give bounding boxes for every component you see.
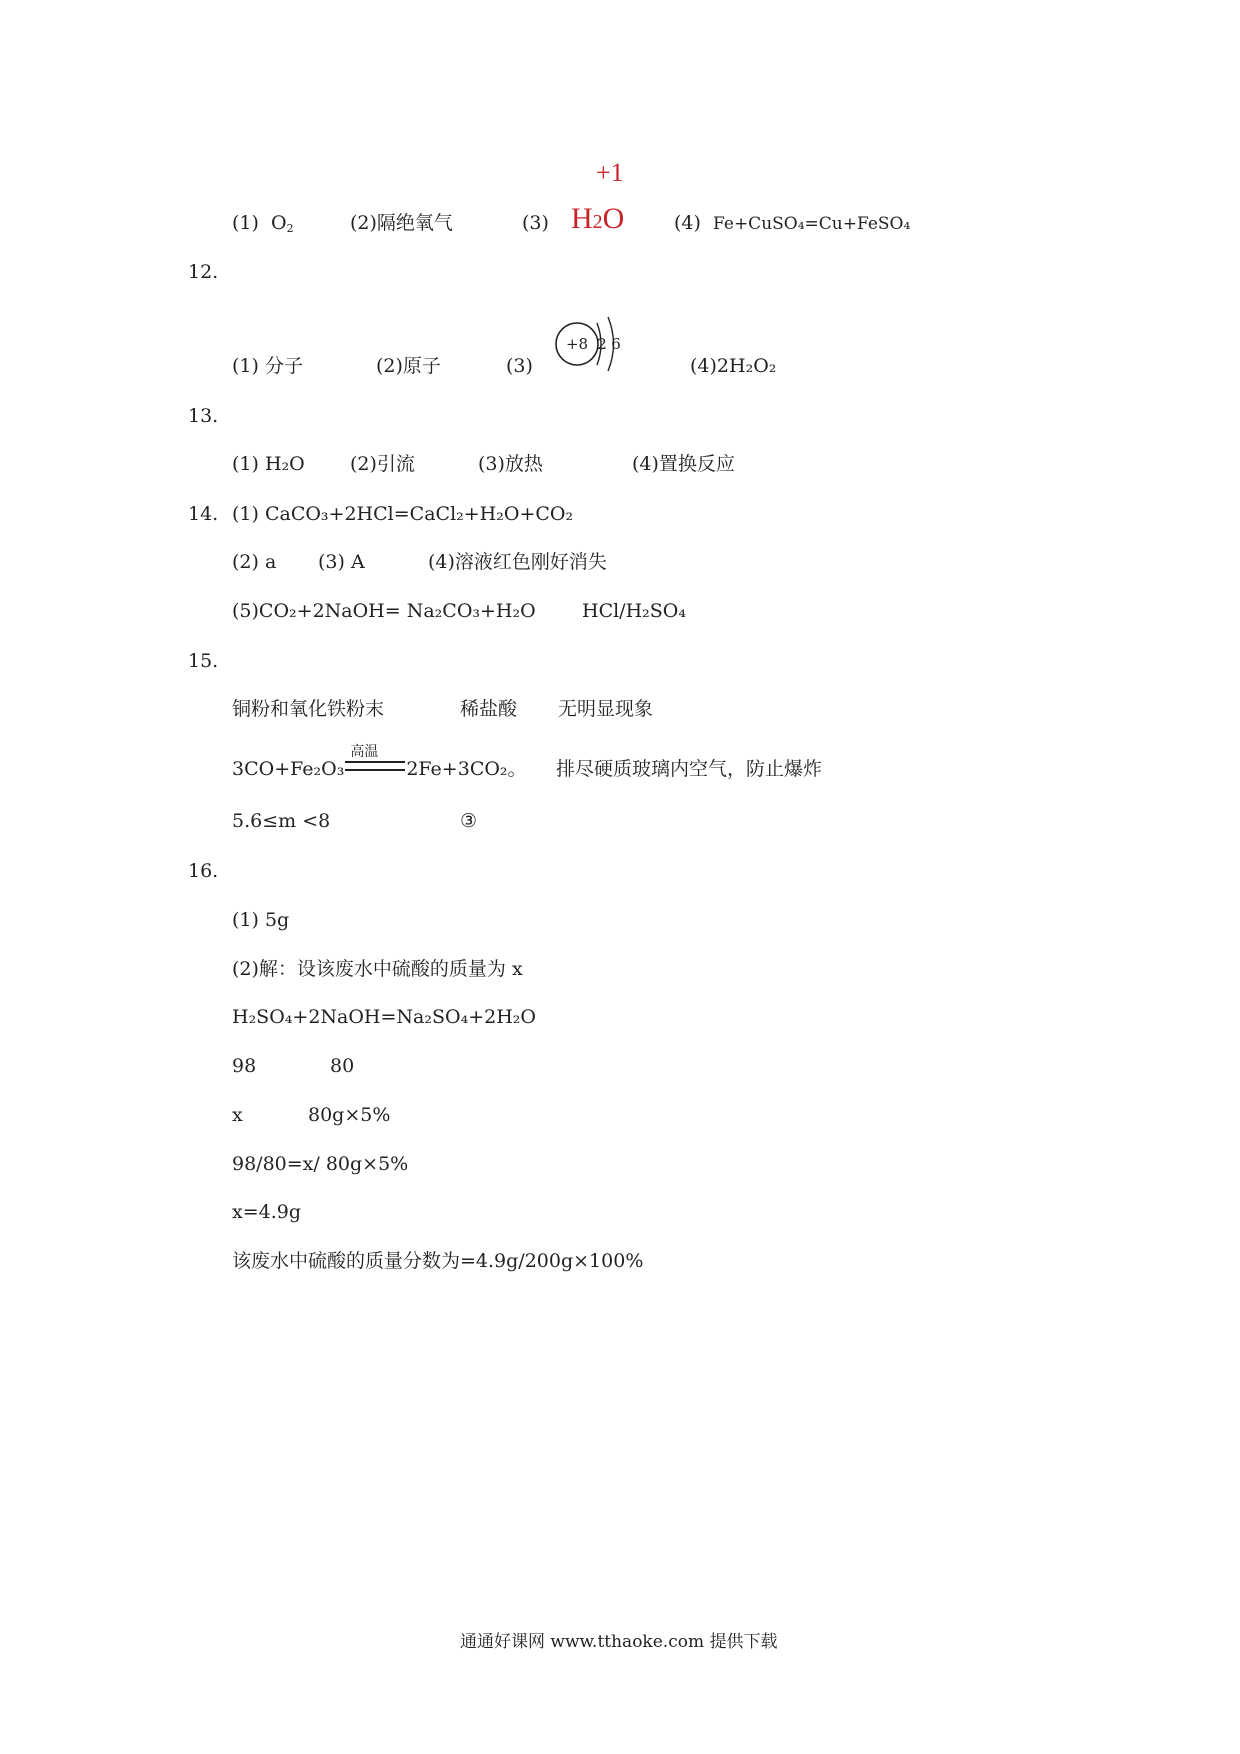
q13-number: 13.: [188, 405, 219, 427]
q16-line-8: 该废水中硫酸的质量分数为=4.9g/200g×100%: [232, 1250, 644, 1272]
q14-answer-5-acids: HCl/H₂SO₄: [582, 600, 686, 622]
q16-number: 16.: [188, 860, 219, 882]
footer-credit: 通通好课网 www.tthaoke.com 提供下载: [460, 1632, 778, 1652]
q15-reaction-equation: 3CO+Fe₂O₃ 高温 2Fe+3CO₂。: [232, 744, 527, 780]
q16-line-6: 98/80=x/ 80g×5%: [232, 1153, 409, 1175]
atom-shell-1: 2: [597, 335, 607, 353]
q14-answer-5: (5)CO₂+2NaOH= Na₂CO₃+H₂O: [232, 600, 536, 622]
water-formula: H2O: [571, 202, 625, 235]
q16-line-5a: x: [232, 1104, 243, 1126]
q14-answer-2: (2) a: [232, 551, 277, 573]
q15-row1-col3: 无明显现象: [558, 698, 654, 720]
reaction-condition: 高温: [350, 744, 379, 760]
q13-answer-2: (2)引流: [350, 453, 415, 475]
q15-row1-col1: 铜粉和氧化铁粉末: [232, 698, 385, 720]
valence-label: +1: [596, 158, 624, 187]
q11-answer-4: (4) Fe+CuSO₄=Cu+FeSO₄: [674, 212, 911, 234]
q15-row3-col2: ③: [460, 810, 478, 832]
q13-answer-4: (4)置换反应: [632, 453, 735, 475]
q14-number: 14.: [188, 503, 219, 525]
q16-line-2: (2)解：设该废水中硫酸的质量为 x: [232, 958, 523, 980]
q16-line-3: H₂SO₄+2NaOH=Na₂SO₄+2H₂O: [232, 1006, 536, 1028]
q11-answer-2: (2)隔绝氧气: [350, 212, 453, 234]
atom-nucleus: +8: [565, 335, 589, 353]
q15-row2-col2: 排尽硬质玻璃内空气，防止爆炸: [556, 758, 823, 780]
atom-shell-2: 6: [611, 335, 621, 353]
q16-line-5b: 80g×5%: [308, 1104, 391, 1126]
q12-answer-2: (2)原子: [376, 355, 441, 377]
q15-row1-col2: 稀盐酸: [460, 698, 518, 720]
q15-number: 15.: [188, 650, 219, 672]
q16-line-4b: 80: [330, 1055, 355, 1077]
q16-line-7: x=4.9g: [232, 1201, 302, 1223]
q12-answer-4: (4)2H₂O₂: [690, 355, 777, 377]
q12-number: 12.: [188, 261, 219, 283]
q12-answer-3-label: (3): [506, 355, 533, 377]
q11-answer-3-label: (3): [522, 212, 549, 234]
q15-row3-col1: 5.6≤m <8: [232, 810, 331, 832]
q11-answer-1: (1) $O_2$: [232, 212, 294, 235]
oxygen-atom-structure-diagram: [550, 314, 630, 374]
q13-answer-1: (1) H₂O: [232, 453, 305, 475]
q13-answer-3: (3)放热: [478, 453, 543, 475]
q14-answer-3: (3) A: [318, 551, 365, 573]
q14-answer-4: (4)溶液红色刚好消失: [428, 551, 607, 573]
q14-answer-1: (1) CaCO₃+2HCl=CaCl₂+H₂O+CO₂: [232, 503, 574, 525]
q12-answer-1: (1) 分子: [232, 355, 303, 377]
q16-line-4a: 98: [232, 1055, 257, 1077]
q16-line-1: (1) 5g: [232, 909, 290, 931]
equation-double-bar: [345, 761, 405, 771]
